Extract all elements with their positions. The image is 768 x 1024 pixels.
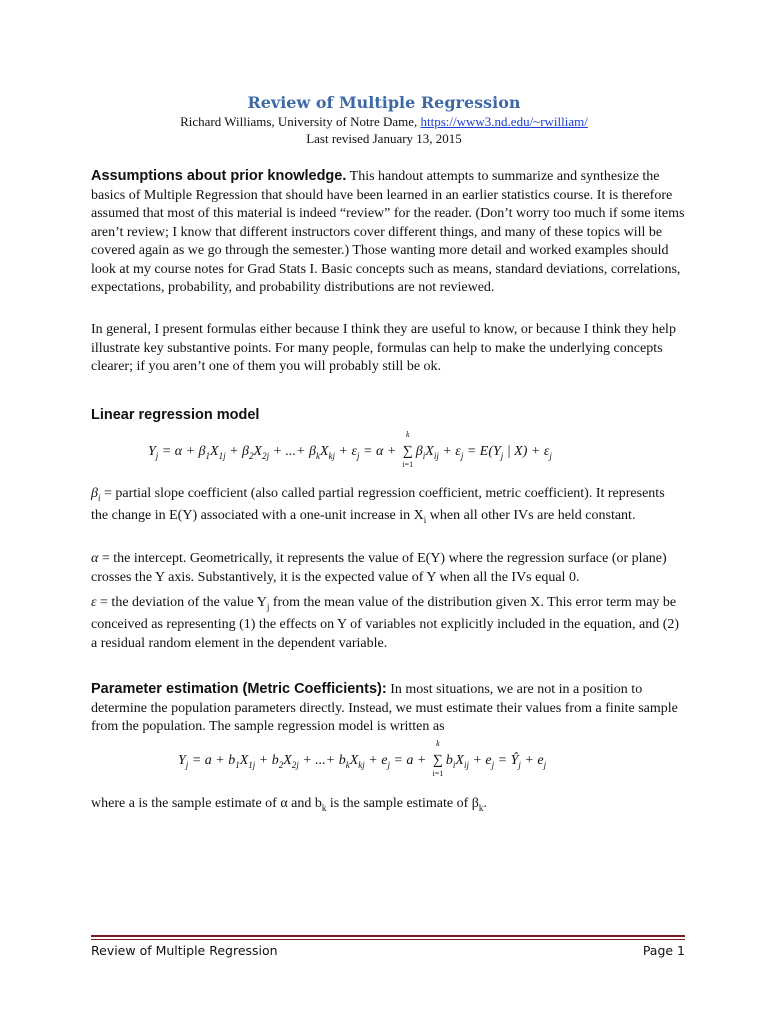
alpha-definition: α = the intercept. Geometrically, it represents the value of E(Y) where the regression surface (or plane) crosses the Y axis. Substantively, it is the expected value of Y when all the IVs equal 0. xyxy=(91,551,667,585)
footer-rule-thin xyxy=(91,939,685,940)
page-number: Page 1 xyxy=(642,943,685,958)
revised-date: Last revised January 13, 2015 xyxy=(306,131,462,146)
assumptions-body: This handout attempts to summarize and synthesize the basics of Multiple Regression that should have been learned in an earlier statistics course. It is therefore assumed that most of this material is indeed “review” for the reader. (Don’t worry too much if some items aren’t review; I know that different instructors cover different things, and many of these topics will be covered again as we go through the semester.) Those wanting more detail and worked examples should look at my course notes for Grad Stats I. Basic concepts such as means, standard deviations, correlations, expectations, probability, and probability distributions are not reviewed. xyxy=(91,169,685,295)
assumptions-heading: Assumptions about prior knowledge. xyxy=(91,168,347,184)
population-equation: $Y_j = \alpha + \beta_1X_{1j} + \beta_2X_{2j}$ + ...+ $\beta_kX_{kj} + \varepsilon_j = \alpha$ + k ∑ i=1 $\beta_iX_{ij} + \varepsilon_j = E(Y_j$ | $X) + \varepsilon_j$ xyxy=(148,430,552,469)
footer-title: Review of Multiple Regression xyxy=(91,943,278,958)
epsilon-definition: ε = the deviation of the value $Y_j$ from the mean value of the distribution given X. This error term may be conceived as representing (1) the effects on Y of variables not explicitly included in the equation, and (2) a residual random element in the dependent variable. xyxy=(91,595,680,651)
assumptions-paragraph xyxy=(91,167,685,298)
author-text: Richard Williams, University of Notre Dame, xyxy=(180,114,421,129)
beta-definition: $\beta_i$ = partial slope coefficient (also called partial regression coefficient, metric coefficient). It represents the change in E(Y) associated with a one-unit increase in $X_i$ when all other IVs are held constant. xyxy=(91,486,665,526)
summation-symbol: k ∑ i=1 xyxy=(432,739,444,778)
formulas-paragraph: In general, I present formulas either because I think they are useful to know, or because I think they help illustrate key substantive points. For many people, formulas can help to make the underlying concepts clearer; if you aren’t one of them you will probably still be ok. xyxy=(91,322,676,374)
estimation-paragraph xyxy=(91,680,685,737)
author-line xyxy=(0,114,768,130)
summation-symbol: k ∑ i=1 xyxy=(402,430,414,469)
footer-rule xyxy=(91,935,685,937)
estimation-heading: Parameter estimation (Metric Coefficients): xyxy=(91,681,387,697)
author-link[interactable]: https://www3.nd.edu/~rwilliam/ xyxy=(420,114,588,129)
sample-equation: $Y_j = a + b_1X_{1j} + b_2X_{2j}$ + ...+ $b_kX_{kj} + e_j = a$ + k ∑ i=1 $b_iX_{ij} + e_j$ = $Ŷ_j + e_j$ xyxy=(178,739,547,778)
estimation-body: In most situations, we are not in a position to determine the population parameters directly. Instead, we must estimate their values from a finite sample from the population. The sample regression model is written as xyxy=(91,682,678,734)
where-statement: where a is the sample estimate of α and $b_k$ is the sample estimate of $\beta_k$. xyxy=(91,796,487,813)
page-title: Review of Multiple Regression xyxy=(247,93,521,112)
linear-model-heading: Linear regression model xyxy=(91,407,260,423)
